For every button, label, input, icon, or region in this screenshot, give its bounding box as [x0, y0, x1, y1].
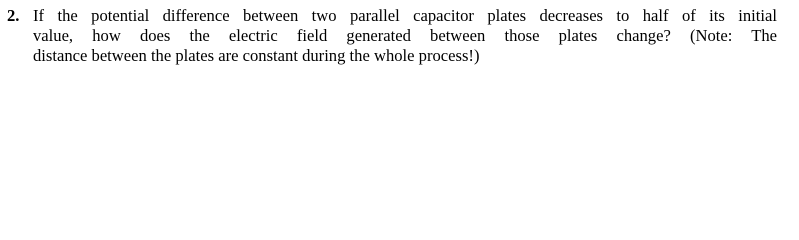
question-number: 2. [7, 6, 20, 25]
question-line-1: If the potential difference between two parallel capacitor plates decreases to half of its initial [33, 6, 777, 25]
question-line-3: distance between the plates are constant during the whole process!) [33, 46, 480, 65]
question-line-2: value, how does the electric field generated between those plates change? (Note: The [33, 26, 777, 45]
question-item [7, 6, 777, 66]
question-text [33, 6, 777, 66]
